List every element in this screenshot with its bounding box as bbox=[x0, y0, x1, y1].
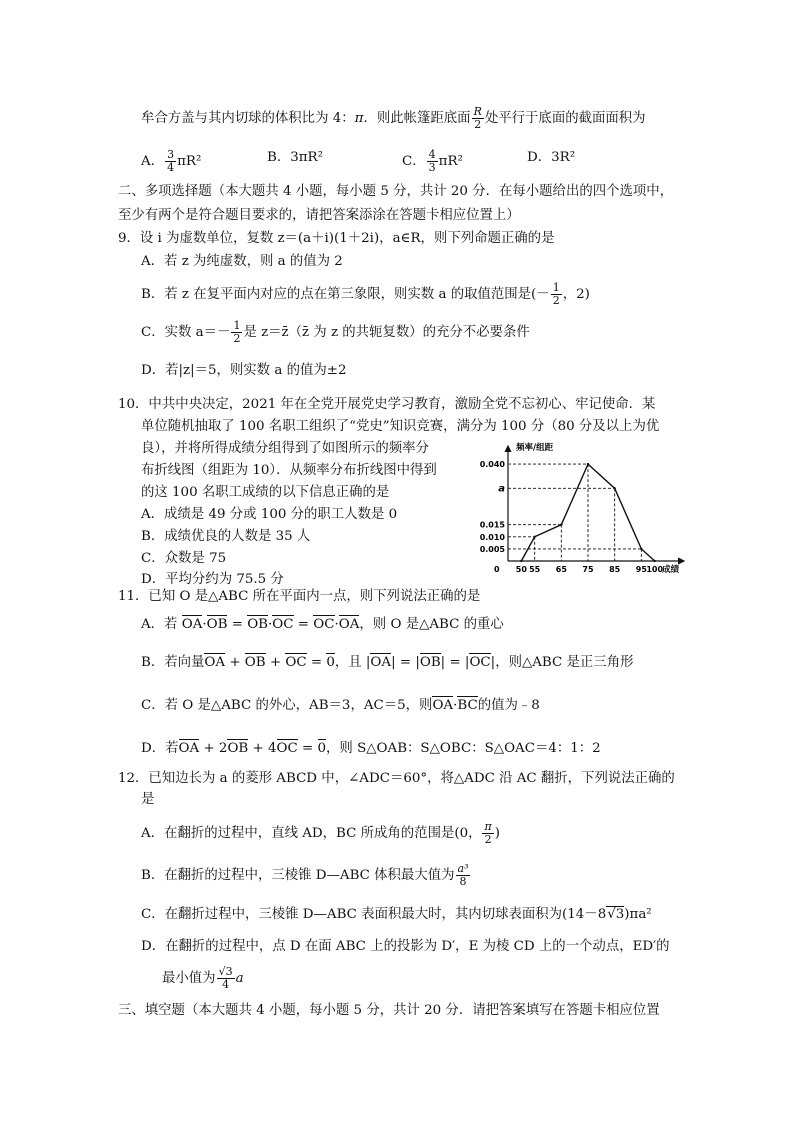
q9-option-a: A．若 z 为纯虚数，则 a 的值为 2 bbox=[141, 254, 343, 269]
q11-option-c: C．若 O 是△ABC 的外心，AB＝3，AC＝5，则OA·BC的值为﹣8 bbox=[141, 698, 540, 713]
q12-option-c: C．在翻折过程中，三棱锥 D—ABC 表面积最大时，其内切球表面积为(14－8√3)πa² bbox=[141, 907, 652, 922]
q10-line1: 10．中共中央决定，2021 年在全党开展党史学习教育，激励全党不忘初心、牢记使命．某 bbox=[118, 397, 656, 412]
chart-x-tick-label: 95 bbox=[635, 565, 647, 574]
section2-heading-line2: 至少有两个是符合题目要求的，请把答案添涂在答题卡相应位置上） bbox=[118, 208, 520, 223]
section2-heading-line1: 二、多项选择题（本大题共 4 小题，每小题 5 分，共计 20 分．在每小题给出的四个选项中， bbox=[118, 184, 674, 199]
q8-option-a: A． $\frac{3}{4}$ πR² bbox=[141, 148, 202, 174]
chart-x-tick-label: 85 bbox=[609, 565, 621, 574]
chart-x-tick-label: 50 bbox=[515, 565, 527, 574]
q8-stem: 牟合方盖与其内切球的体积比为 4：π．则此帐篷距底面 $\frac{R}{2}$ 处平行于底面的截面面积为 bbox=[141, 105, 646, 131]
q10-line3: 良），并将所得成绩分组得到了如图所示的频率分 bbox=[141, 441, 429, 456]
q8-option-c: C． $\frac{4}{3}$ πR² bbox=[402, 148, 463, 174]
q9-option-d: D．若|z|＝5，则实数 a 的值为±2 bbox=[141, 363, 347, 378]
chart-y-tick-label: 0.040 bbox=[479, 460, 505, 470]
chart-x-tick-label: 75 bbox=[582, 565, 594, 574]
q12-option-a: A．在翻折的过程中，直线 AD，BC 所成角的范围是(0， $\frac{\pi}{2}$ ) bbox=[141, 820, 500, 846]
q10-option-c: C．众数是 75 bbox=[141, 551, 227, 566]
q10-line2: 单位随机抽取了 100 名职工组织了“党史”知识竞赛，满分为 100 分（80 分及以上为优 bbox=[141, 419, 660, 434]
chart-data-point bbox=[653, 560, 655, 562]
chart-data-point bbox=[613, 487, 615, 489]
q9-option-b: B．若 z 在复平面内对应的点在第三象限，则实数 a 的取值范围是(－ $\frac{1}{2}$ ，2) bbox=[141, 281, 590, 307]
chart-data-point bbox=[560, 523, 562, 525]
chart-y-tick-label: 0.010 bbox=[479, 532, 505, 542]
q12-option-b: B．在翻折的过程中，三棱锥 D—ABC 体积最大值为 $\frac{\text{a³}}{8}$ bbox=[141, 862, 469, 888]
section3-heading: 三、填空题（本大题共 4 小题，每小题 5 分，共计 20 分．请把答案填写在答题卡相应位置 bbox=[118, 1003, 660, 1018]
q11-option-a: A．若 OA·OB = OB·OC = OC·OA，则 O 是△ABC 的重心 bbox=[141, 617, 504, 632]
q10-option-a: A．成绩是 49 分或 100 分的职工人数是 0 bbox=[141, 507, 398, 522]
q12-line1: 12．已知边长为 a 的菱形 ABCD 中，∠ADC＝60°，将△ADC 沿 AC 翻折，下列说法正确的 bbox=[118, 771, 675, 786]
chart-y-tick-label: 0.015 bbox=[479, 520, 505, 530]
q8-option-b: B．3πR² bbox=[267, 150, 324, 165]
chart-origin-label: 0 bbox=[494, 565, 500, 574]
q12-line2: 是 bbox=[141, 792, 155, 807]
chart-data-point bbox=[520, 560, 522, 562]
chart-y-tick-label: 0.005 bbox=[479, 544, 505, 554]
q12-option-d-line2: 最小值为 $\frac{√3}{4}$ a bbox=[162, 965, 244, 991]
q8-option-d: D．3R² bbox=[527, 150, 576, 165]
chart-data-point bbox=[533, 536, 535, 538]
q11-stem: 11．已知 O 是△ABC 所在平面内一点，则下列说法正确的是 bbox=[118, 589, 481, 604]
q9-option-c: C．实数 a＝－ $\frac{1}{2}$ 是 z＝z̄（z̄ 为 z 的共轭复数）的充分不必要条件 bbox=[141, 319, 530, 345]
q10-line4: 布折线图（组距为 10）．从频率分布折线图中得到 bbox=[141, 463, 437, 478]
chart-data-point bbox=[587, 463, 589, 465]
q11-option-d: D．若OA + 2OB + 4OC = 0，则 S△OAB：S△OBC：S△OAC＝4：1：2 bbox=[141, 741, 601, 756]
chart-x-tick-label: 100 bbox=[646, 565, 664, 574]
chart-data-point bbox=[640, 548, 642, 550]
chart-y-axis-label: 频率/组距 bbox=[516, 443, 554, 453]
q12-option-d-line1: D．在翻折的过程中，点 D 在面 ABC 上的投影为 D′，E 为棱 CD 上的一个动点，ED′的 bbox=[141, 939, 670, 954]
chart-x-tick-label: 65 bbox=[555, 565, 567, 574]
q9-stem: 9．设 i 为虚数单位，复数 z＝(a＋i)(1＋2i)，a∈R，则下列命题正确的是 bbox=[118, 231, 555, 246]
frequency-polygon-chart bbox=[462, 440, 688, 576]
chart-y-tick-label: a bbox=[498, 483, 505, 495]
chart-x-axis-label: 成绩 bbox=[662, 565, 680, 575]
q10-option-b: B．成绩优良的人数是 35 人 bbox=[141, 529, 311, 544]
chart-x-tick-label: 55 bbox=[529, 565, 541, 574]
q10-option-d: D．平均分约为 75.5 分 bbox=[141, 572, 284, 587]
q11-option-b: B．若向量OA + OB + OC = 0，且 |OA| = |OB| = |OC|，则△ABC 是正三角形 bbox=[141, 655, 634, 670]
q10-line5: 的这 100 名职工成绩的以下信息正确的是 bbox=[141, 485, 390, 500]
